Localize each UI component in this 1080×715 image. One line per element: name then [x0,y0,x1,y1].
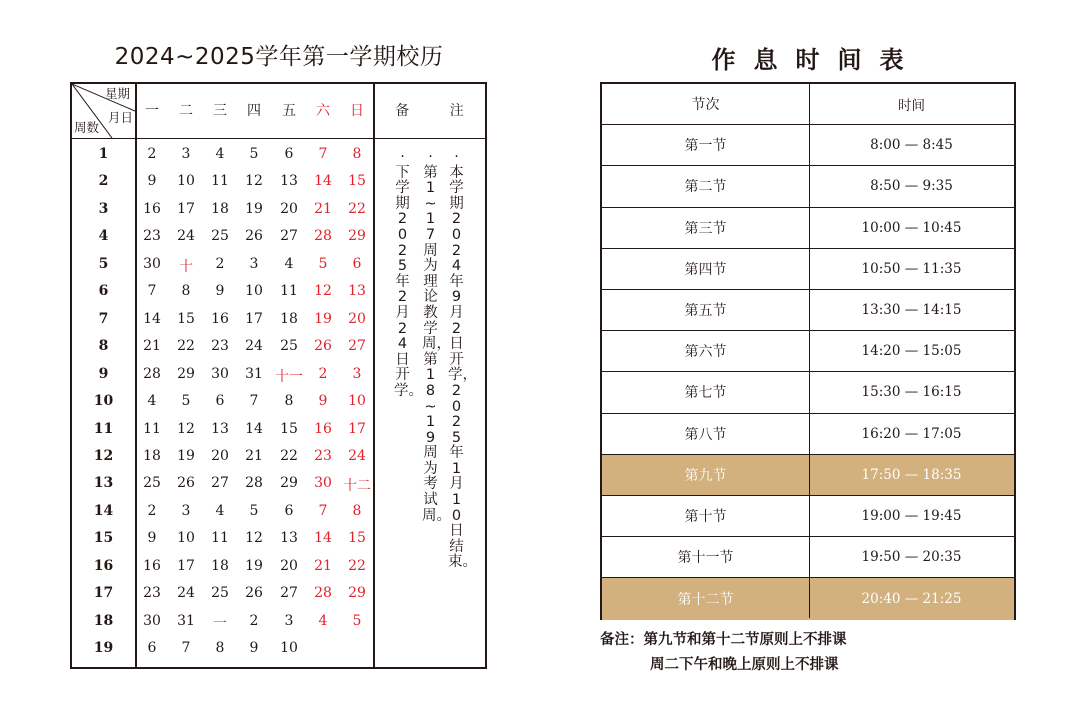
schedule-row [602,372,1014,413]
calendar-date-cell: 30 [211,365,229,382]
calendar-date-cell: 18 [211,557,229,574]
schedule-title: 作息时间表 [711,46,922,74]
calendar-date-cell: 12 [245,530,263,547]
schedule-row [602,290,1014,331]
calendar-title: 2024~2025学年第一学期校历 [114,44,444,70]
calendar-date-cell: 2 [249,612,259,629]
calendar-date-cell: 30 [314,475,332,492]
calendar-date-cell: 22 [348,200,366,217]
corner-weekday-label: 星期 [105,86,131,101]
calendar-date-cell: 24 [245,338,263,355]
period-name: 第十节 [684,509,727,526]
week-number: 11 [93,420,114,437]
week-number: 18 [93,612,114,629]
schedule-row [602,455,1014,496]
calendar-date-cell: 20 [280,200,298,217]
calendar-date-cell: 8 [181,283,191,300]
week-number: 12 [93,447,114,464]
footnote-line-1: 第九节和第十二节原则上不排课 [643,632,847,648]
calendar-date-cell: 19 [314,310,332,327]
calendar-date-cell: 24 [177,228,195,245]
calendar-date-cell: 19 [177,447,195,464]
period-time: 19:00 — 19:45 [861,508,962,525]
calendar-date-cell: 20 [211,447,229,464]
calendar-date-cell: 9 [318,393,328,410]
calendar-date-cell: 3 [249,255,259,272]
week-number: 8 [98,338,109,355]
calendar-date-cell: 8 [284,393,294,410]
calendar-date-cell: 十 [179,258,193,275]
calendar-date-cell: 28 [314,585,332,602]
week-number: 1 [98,146,109,162]
calendar-date-cell: 3 [352,365,362,382]
period-name: 第六节 [684,344,727,361]
calendar-date-cell: 9 [215,283,225,300]
calendar-date-cell: 7 [318,146,328,162]
calendar-date-cell: 10 [177,173,195,190]
calendar-remark: ·本学期2024年9月2日开学，2025年1月10日结束。 [448,149,477,571]
calendar-date-cell: 22 [177,338,195,355]
period-header: 节次 [691,97,720,114]
calendar-date-cell: 29 [280,475,298,492]
period-name: 第二节 [684,179,727,196]
schedule-column-divider [809,84,810,618]
calendar-date-cell: 31 [177,612,195,629]
calendar-date-cell: 28 [143,365,161,382]
calendar-date-cell: 26 [245,228,263,245]
calendar-date-cell: 5 [249,146,259,162]
calendar-date-cell: 十一 [275,368,303,385]
week-number: 2 [98,173,109,190]
calendar-date-cell: 19 [245,200,263,217]
period-name: 第五节 [684,303,727,320]
week-number: 15 [93,530,114,547]
remark-header: 备 注 [395,103,482,119]
calendar-date-cell: 15 [348,173,366,190]
footnote-line-2: 周二下午和晚上原则上不排课 [650,657,839,673]
calendar-date-cell: 17 [245,310,263,327]
calendar-date-cell: 11 [211,173,229,190]
school-calendar-table [70,82,487,669]
calendar-date-cell: 29 [177,365,195,382]
schedule-row [602,537,1014,578]
calendar-date-cell: 26 [245,585,263,602]
week-number: 4 [98,228,109,245]
period-time: 10:00 — 10:45 [861,219,962,236]
calendar-date-cell: 2 [215,255,225,272]
day-header: 二 [179,103,193,119]
calendar-date-cell: 7 [147,283,157,300]
time-header: 时间 [898,98,925,115]
period-time: 17:50 — 18:35 [861,466,962,483]
calendar-date-cell: 23 [211,338,229,355]
period-time: 13:30 — 14:15 [861,302,962,319]
calendar-date-cell: 6 [147,640,157,657]
calendar-date-cell: 18 [143,447,161,464]
calendar-date-cell: 7 [249,393,259,410]
period-name: 第七节 [684,385,727,402]
calendar-date-cell: 5 [181,393,191,410]
calendar-corner-cell [72,84,135,138]
calendar-date-cell: 29 [348,585,366,602]
calendar-date-cell: 2 [147,502,157,519]
calendar-date-cell: 14 [314,530,332,547]
day-header: 三 [213,103,227,119]
period-time: 15:30 — 16:15 [861,384,962,401]
period-name: 第八节 [684,426,727,443]
calendar-date-cell: 13 [280,173,298,190]
class-schedule-table [600,82,1016,620]
calendar-date-cell: 27 [348,338,366,355]
calendar-date-cell: 9 [147,173,157,190]
calendar-date-cell: 一 [213,615,227,632]
calendar-date-cell: 5 [352,612,362,629]
week-number: 17 [93,585,114,602]
period-time: 8:50 — 9:35 [870,178,953,195]
calendar-date-cell: 3 [181,502,191,519]
calendar-date-cell: 15 [177,310,195,327]
period-name: 第四节 [684,261,727,278]
calendar-date-cell: 17 [177,200,195,217]
calendar-date-cell: 12 [245,173,263,190]
calendar-date-cell: 23 [314,447,332,464]
calendar-date-cell: 20 [348,310,366,327]
period-name: 第十二节 [677,591,734,608]
calendar-date-cell: 8 [352,502,362,519]
calendar-date-cell: 11 [143,420,161,437]
calendar-date-cell: 14 [314,173,332,190]
calendar-date-cell: 25 [143,475,161,492]
day-header: 五 [282,103,296,119]
calendar-date-cell: 27 [280,228,298,245]
calendar-date-cell: 20 [280,557,298,574]
calendar-date-cell: 24 [348,447,366,464]
schedule-row [602,578,1014,619]
calendar-date-cell: 21 [314,557,332,574]
calendar-date-cell: 12 [177,420,195,437]
week-number: 3 [98,200,109,217]
period-name: 第九节 [684,467,727,484]
schedule-row [602,166,1014,207]
calendar-header-row [72,84,485,139]
schedule-header-row [602,84,1014,125]
calendar-date-cell: 22 [280,447,298,464]
calendar-date-cell: 4 [215,502,225,519]
calendar-date-cell: 16 [314,420,332,437]
calendar-date-cell: 6 [284,502,294,519]
calendar-date-cell: 23 [143,228,161,245]
week-number: 5 [98,255,109,272]
schedule-row [602,249,1014,290]
calendar-date-cell: 21 [143,338,161,355]
calendar-date-cell: 13 [280,530,298,547]
calendar-date-cell: 11 [280,283,298,300]
calendar-date-cell: 16 [143,200,161,217]
calendar-date-cell: 10 [280,640,298,657]
calendar-date-cell: 14 [245,420,263,437]
calendar-date-cell: 4 [215,146,225,162]
calendar-date-cell: 21 [245,447,263,464]
period-time: 20:40 — 21:25 [861,590,962,607]
period-time: 10:50 — 11:35 [861,260,962,277]
calendar-date-cell: 5 [249,502,259,519]
calendar-date-cell: 29 [348,228,366,245]
calendar-date-cell: 17 [348,420,366,437]
week-number: 19 [93,640,114,657]
week-number: 9 [98,365,109,382]
calendar-date-cell: 8 [352,146,362,162]
corner-date-label: 月日 [108,110,134,125]
day-header: 一 [145,103,159,119]
calendar-date-cell: 2 [318,365,328,382]
calendar-date-cell: 25 [280,338,298,355]
calendar-date-cell: 26 [177,475,195,492]
calendar-date-cell: 6 [215,393,225,410]
week-number: 7 [98,310,109,327]
calendar-date-cell: 25 [211,228,229,245]
calendar-date-cell: 21 [314,200,332,217]
week-number: 6 [98,283,109,300]
period-time: 19:50 — 20:35 [861,549,962,566]
calendar-date-cell: 28 [314,228,332,245]
calendar-remark: ·下学期2025年2月24日开学。 [394,149,423,399]
corner-week-label: 周数 [74,120,100,135]
calendar-date-cell: 17 [177,557,195,574]
calendar-remark: ·第1~17周为理论教学周，第18~19周为考试周。 [422,149,451,524]
calendar-date-cell: 9 [147,530,157,547]
schedule-row [602,331,1014,372]
calendar-date-cell: 7 [181,640,191,657]
calendar-date-cell: 7 [318,502,328,519]
calendar-date-cell: 19 [245,557,263,574]
calendar-date-cell: 11 [211,530,229,547]
period-time: 16:20 — 17:05 [861,425,962,442]
week-number: 10 [93,393,114,410]
calendar-date-cell: 4 [318,612,328,629]
period-name: 第一节 [684,138,727,155]
calendar-date-cell: 9 [249,640,259,657]
calendar-date-cell: 18 [211,200,229,217]
calendar-date-cell: 15 [280,420,298,437]
calendar-date-cell: 30 [143,612,161,629]
week-number: 16 [93,557,114,574]
period-name: 第三节 [684,220,727,237]
period-time: 8:00 — 8:45 [870,137,953,154]
calendar-date-cell: 15 [348,530,366,547]
schedule-row [602,125,1014,166]
calendar-date-cell: 6 [284,146,294,162]
calendar-date-cell: 14 [143,310,161,327]
calendar-date-cell: 27 [280,585,298,602]
calendar-date-cell: 8 [215,640,225,657]
calendar-date-cell: 4 [147,393,157,410]
calendar-date-cell: 6 [352,255,362,272]
calendar-date-cell: 10 [245,283,263,300]
calendar-date-cell: 12 [314,283,332,300]
calendar-date-cell: 13 [348,283,366,300]
calendar-date-cell: 23 [143,585,161,602]
calendar-date-cell: 3 [284,612,294,629]
calendar-date-cell: 26 [314,338,332,355]
calendar-date-cell: 10 [177,530,195,547]
schedule-row [602,496,1014,537]
week-number: 14 [93,502,114,519]
day-header: 六 [316,103,330,119]
calendar-date-cell: 16 [143,557,161,574]
calendar-date-cell: 28 [245,475,263,492]
calendar-date-cell: 4 [284,255,294,272]
schedule-row [602,414,1014,455]
calendar-date-cell: 3 [181,146,191,162]
day-header: 日 [350,103,364,119]
calendar-date-cell: 31 [245,365,263,382]
calendar-date-cell: 25 [211,585,229,602]
schedule-footnote [600,628,847,678]
calendar-date-cell: 27 [211,475,229,492]
schedule-row [602,208,1014,249]
calendar-date-cell: 30 [143,255,161,272]
calendar-date-cell: 10 [348,393,366,410]
calendar-date-cell: 24 [177,585,195,602]
calendar-date-cell: 18 [280,310,298,327]
calendar-date-cell: 22 [348,557,366,574]
footnote-label: 备注： [600,632,644,648]
day-header: 四 [247,103,261,119]
period-time: 14:20 — 15:05 [861,343,962,360]
calendar-date-cell: 5 [318,255,328,272]
calendar-date-cell: 2 [147,146,157,162]
calendar-date-cell: 16 [211,310,229,327]
calendar-date-cell: 13 [211,420,229,437]
week-number: 13 [93,475,114,492]
calendar-date-cell: 十二 [343,478,371,495]
period-name: 第十一节 [677,550,734,567]
